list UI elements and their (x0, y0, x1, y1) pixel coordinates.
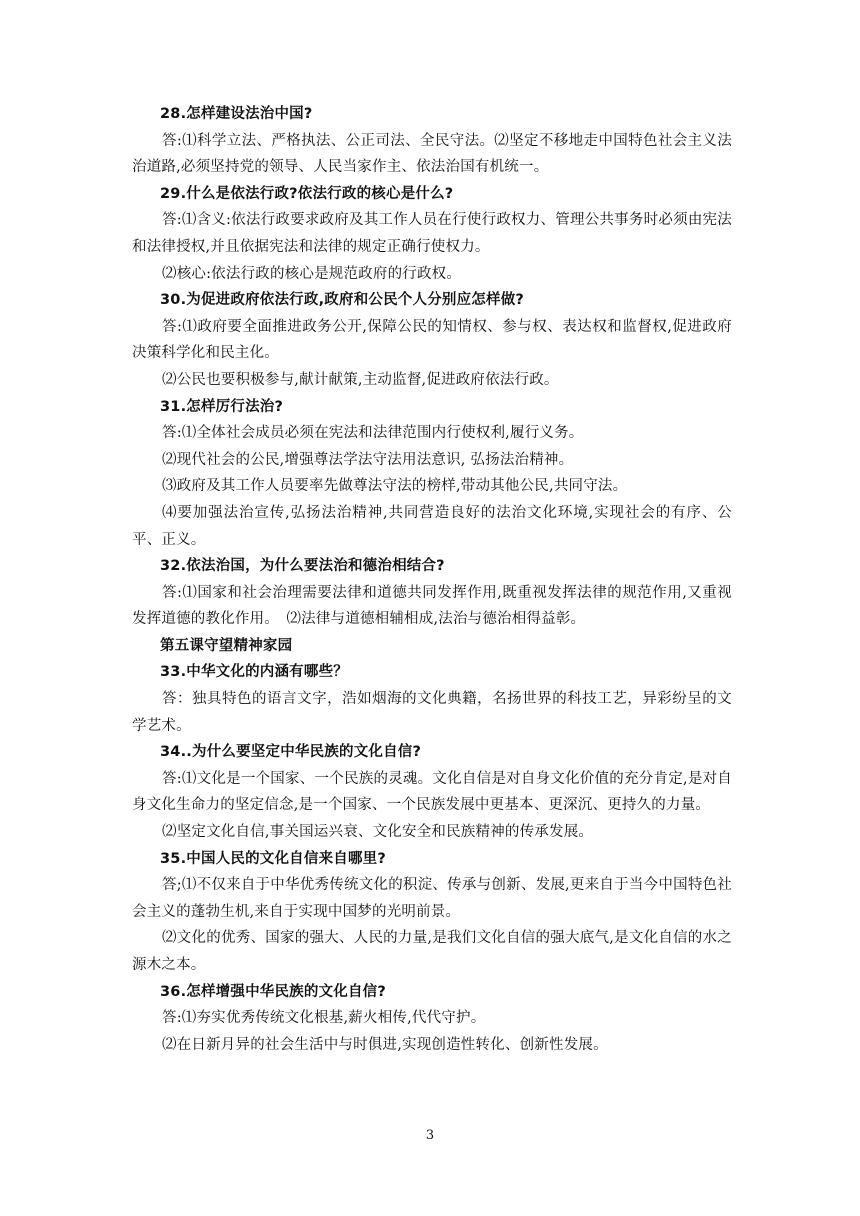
question-32: 32.依法治国，为什么要法治和德治相结合? (160, 558, 445, 575)
question-30: 30.为促进政府依法行政,政府和公民个人分别应怎样做? (160, 292, 525, 309)
answer-36-2: ⑵在日新月异的社会生活中与时俱进,实现创造性转化、创新性发展。 (162, 1036, 608, 1053)
question-36: 36.怎样增强中华民族的文化自信? (160, 983, 386, 1000)
page-number: 3 (425, 1128, 435, 1143)
answer-33: 答：独具特色的语言文字，浩如烟海的文化典籍，名扬世界的科技工艺，异彩纷呈的文学艺术。 (132, 691, 732, 734)
answer-30-2: ⑵公民也要积极参与,献计献策,主动监督,促进政府依法行政。 (162, 371, 559, 388)
answer-29-2: ⑵核心:依法行政的核心是规范政府的行政权。 (162, 265, 462, 282)
question-35: 35.中国人民的文化自信来自哪里? (160, 850, 386, 867)
answer-30-1: 答:⑴政府要全面推进政务公开,保障公民的知情权、参与权、表达权和监督权,促进政府决策科学化和民主化。 (132, 318, 732, 362)
question-28: 28.怎样建设法治中国? (160, 106, 313, 122)
question-31: 31.怎样厉行法治? (160, 398, 284, 415)
answer-28: 答:⑴科学立法、严格执法、公正司法、全民守法。⑵坚定不移地走中国特色社会主义法治道路,必须坚持党的领导、人民当家作主、依法治国有机统一。 (132, 132, 732, 176)
answer-34-2: ⑵坚定文化自信,事关国运兴衰、文化安全和民族精神的传承发展。 (162, 824, 594, 841)
answer-35-1: 答;⑴不仅来自于中华优秀传统文化的积淀、传承与创新、发展,更来自于当今中国特色社会主义的蓬勃生机,来自于实现中国梦的光明前景。 (132, 877, 732, 920)
answer-31-1: 答:⑴全体社会成员必须在宪法和法律范围内行使权利,履行义务。 (162, 425, 584, 442)
answer-31-3: ⑶政府及其工作人员要率先做尊法守法的榜样,带动其他公民,共同守法。 (162, 478, 628, 495)
answer-32: 答:⑴国家和社会治理需要法律和道德共同发挥作用,既重视发挥法律的规范作用,又重视发挥道德的教化作用。 ⑵法律与道德相辅相成,法治与德治相得益彰。 (132, 584, 732, 628)
page-content (132, 101, 732, 1058)
question-33: 33.中华文化的内涵有哪些？ (160, 664, 348, 681)
question-34: 34..为什么要坚定中华民族的文化自信? (160, 744, 422, 761)
answer-34-1: 答:⑴文化是一个国家、一个民族的灵魂。文化自信是对自身文化价值的充分肯定,是对自身文化生命力的坚定信念,是一个国家、一个民族发展中更基本、更深沉、更持久的力量。 (132, 770, 732, 814)
answer-31-4: ⑷要加强法治宣传,弘扬法治精神,共同营造良好的法治文化环境,实现社会的有序、公平、正义。 (132, 504, 732, 548)
question-29: 29.什么是依法行政?依法行政的核心是什么? (160, 185, 454, 202)
answer-31-2: ⑵现代社会的公民,增强尊法学法守法用法意识, 弘扬法治精神。 (162, 451, 574, 468)
answer-36-1: 答:⑴夯实优秀传统文化根基,薪火相传,代代守护。 (162, 1010, 486, 1027)
answer-35-2: ⑵文化的优秀、国家的强大、人民的力量,是我们文化自信的强大底气,是文化自信的水之源木之本。 (132, 930, 732, 973)
answer-29-1: 答:⑴含义:依法行政要求政府及其工作人员在行使行政权力、管理公共事务时必须由宪法和法律授权,并且依据宪法和法律的规定正确行使权力。 (132, 212, 732, 255)
lesson-heading: 第五课守望精神家园 (160, 637, 293, 654)
